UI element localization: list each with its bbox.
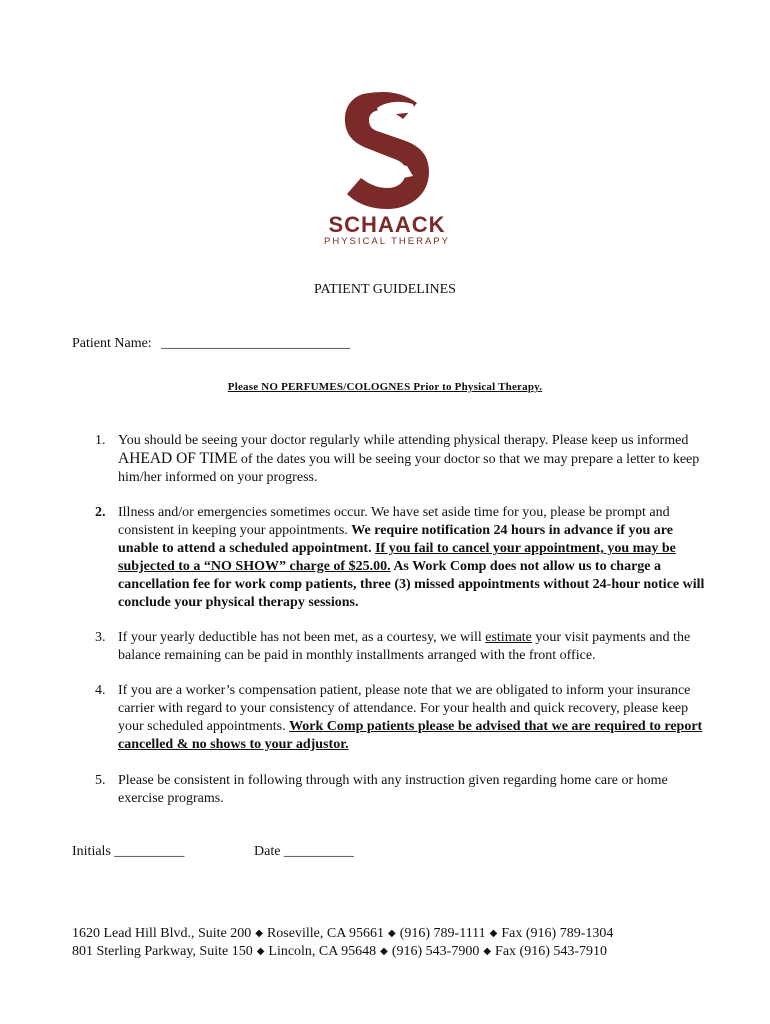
patient-name-label: Patient Name: [72,336,152,351]
date-field[interactable]: Date __________ [254,844,354,859]
initials-field[interactable]: Initials __________ [72,844,185,859]
diamond-icon: ◆ [255,928,263,939]
page-title: PATIENT GUIDELINES [314,282,456,297]
item-number: 1. [95,433,106,448]
diamond-icon: ◆ [380,946,388,957]
footer-line-lincoln: 801 Sterling Parkway, Suite 150 ◆ Lincoln, CA 95648 ◆ (916) 543-7900 ◆ Fax (916) 543-7910 [72,944,608,959]
company-logo [322,92,452,247]
guideline-item-1: 1. You should be seeing your doctor regularly while attending physical therapy. Please keep us informed AHEAD OF TIME of the dates you will be seeing your doctor so that we may prepare a letter to keep him/her informed on your progress. [95,433,700,485]
guideline-item-5: 5. Please be consistent in following through with any instruction given regarding home care or home exercise programs. [95,773,668,806]
item-number: 3. [95,630,106,645]
brand-subtitle: PHYSICAL THERAPY [324,236,450,247]
diamond-icon: ◆ [489,928,498,939]
footer-line-roseville: 1620 Lead Hill Blvd., Suite 200 ◆ Roseville, CA 95661 ◆ (916) 789-1111 ◆ Fax (916) 789-1304 [72,926,614,941]
item-number: 5. [95,773,106,788]
ahead-of-time-emphasis: AHEAD OF TIME [118,450,238,467]
item-number: 4. [95,683,106,698]
diamond-icon: ◆ [483,946,492,957]
brand-name: SCHAACK [328,212,446,237]
diamond-icon: ◆ [388,928,396,939]
perfume-notice: Please NO PERFUMES/COLOGNES Prior to Physical Therapy. [227,381,543,393]
patient-name-row [72,336,350,352]
guideline-item-2: 2. Illness and/or emergencies sometimes occur. We have set aside time for you, please be prompt and consistent in keeping your appointments. We require notification 24 hours in advance if you are unable to attend a scheduled appointment. If you fail to cancel your appointment, you may be subjected to a “NO SHOW” charge of $25.00. As Work Comp does not allow us to charge a cancellation fee for work comp patients, three (3) missed appointments without 24-hour notice will conclude your physical therapy sessions. [95,505,705,610]
guideline-item-3: 3. If your yearly deductible has not been met, as a courtesy, we will estimate your visit payments and the balance remaining can be paid in monthly installments arranged with the front office. [95,630,691,663]
patient-name-field[interactable]: ___________________________ [161,336,351,351]
diamond-icon: ◆ [256,946,265,957]
schaack-s-logo-icon [341,92,433,210]
item-number: 2. [95,505,106,520]
guideline-item-4: 4. If you are a worker’s compensation patient, please note that we are obligated to inform your insurance carrier with regard to your consistency of attendance. For your health and quick recovery, please keep your scheduled appointments. Work Comp patients please be advised that we are required to report cancelled & no shows to your adjustor. [95,683,703,752]
